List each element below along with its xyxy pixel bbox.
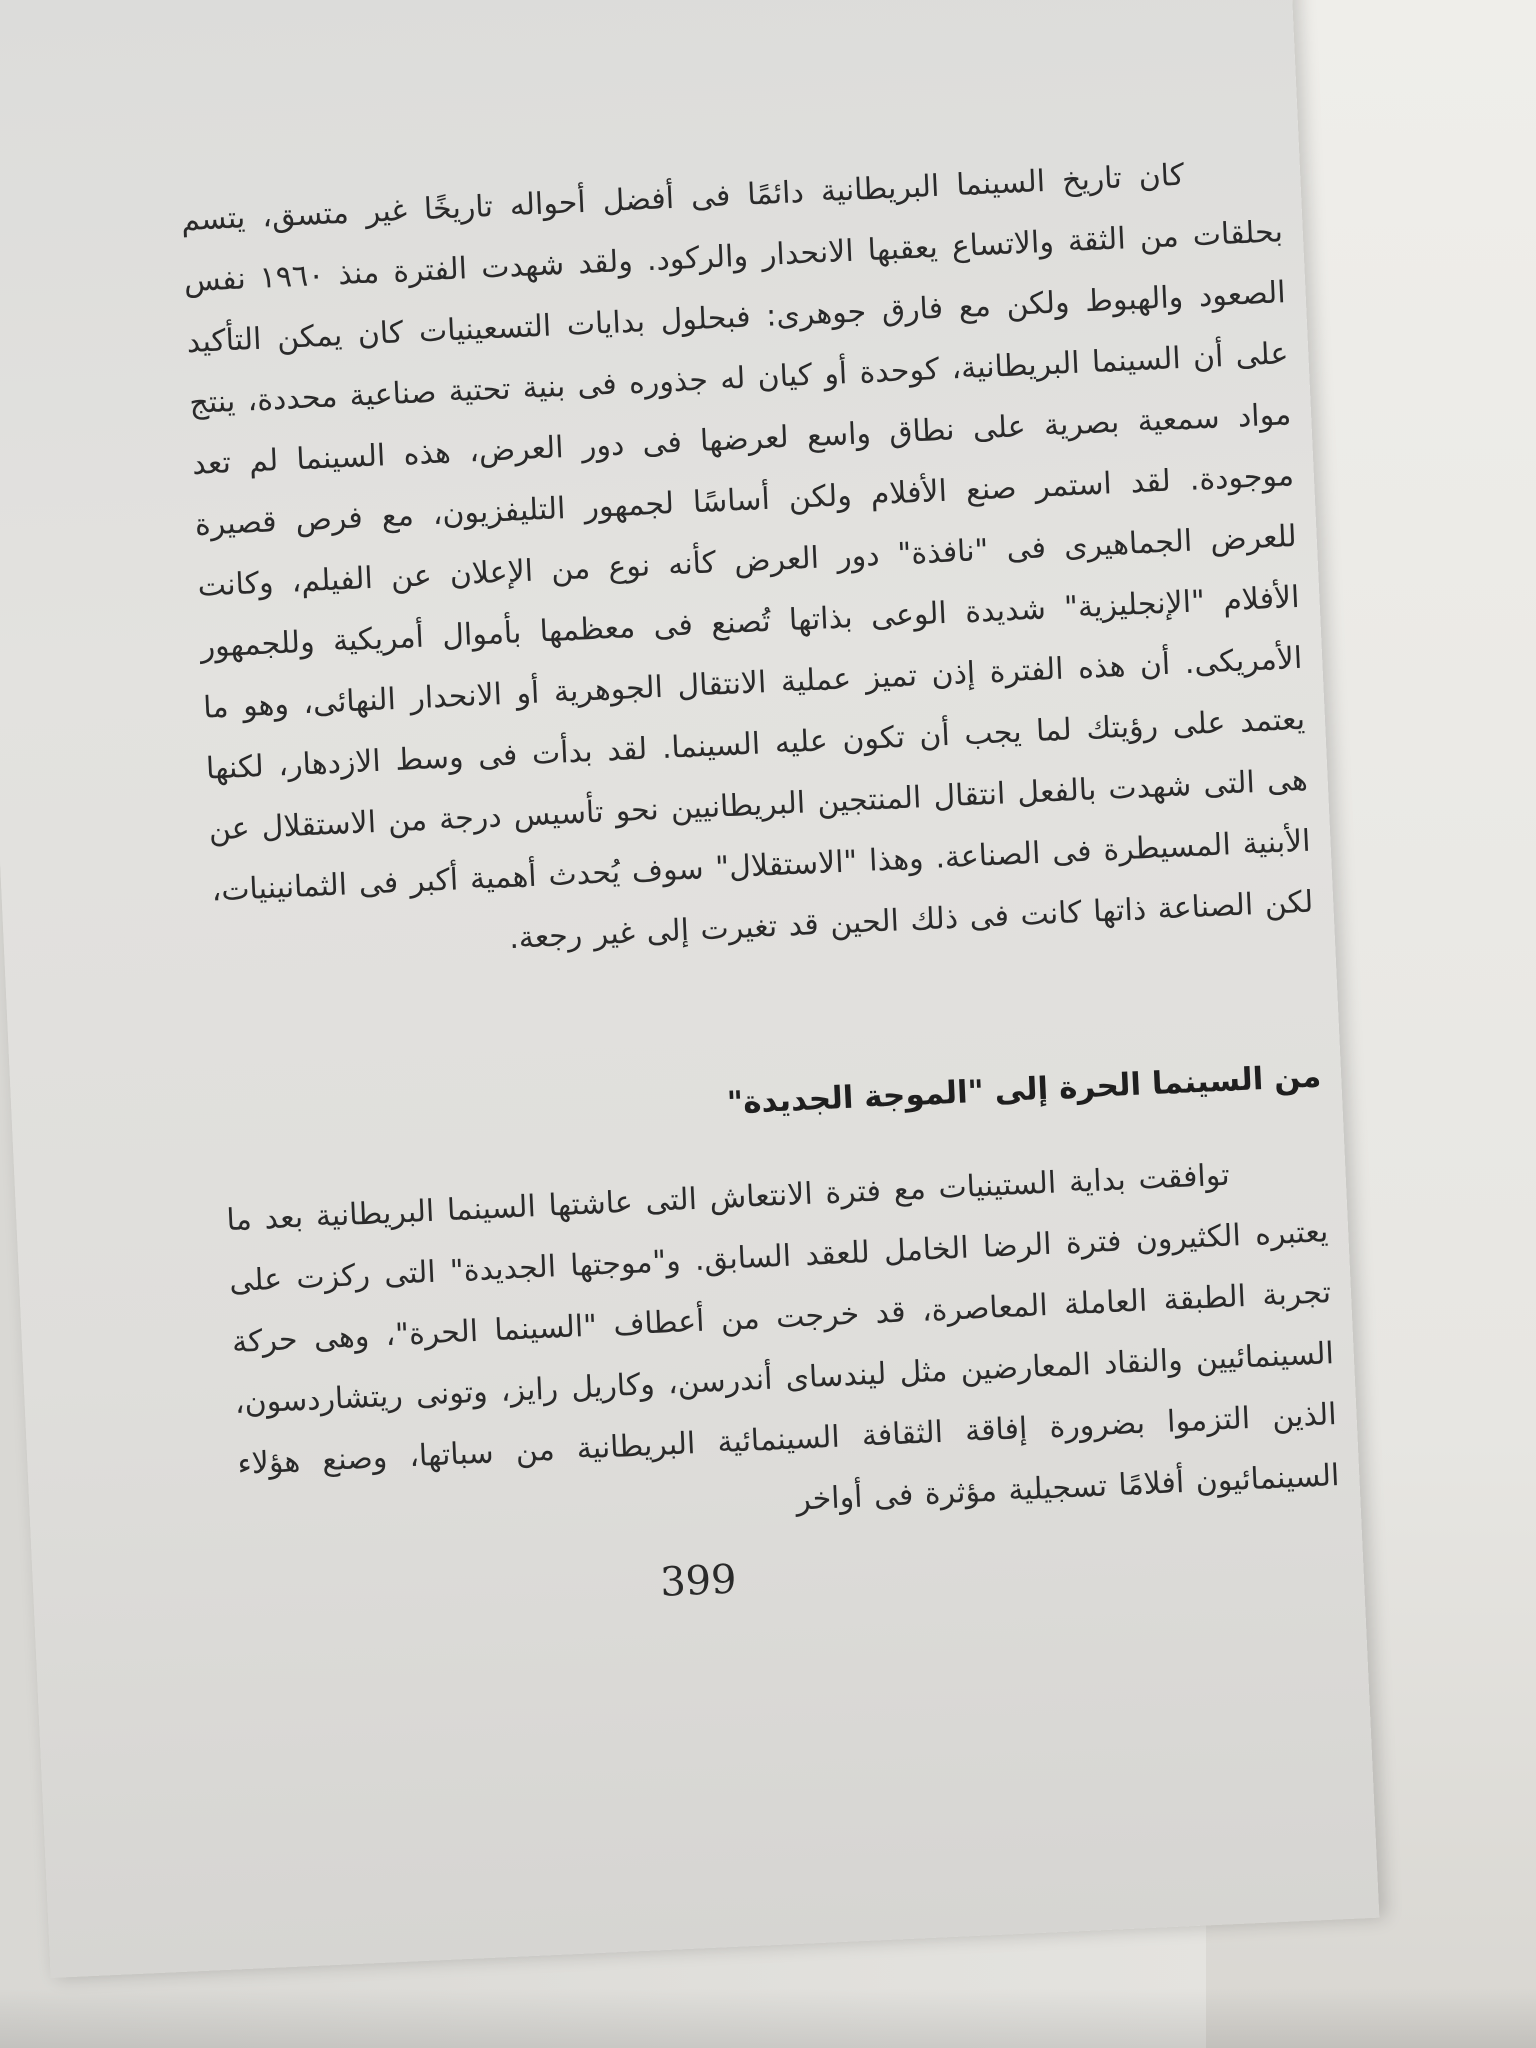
paragraph-1: كان تاريخ السينما البريطانية دائمًا فى أفضل أحواله تاريخًا غير متسق، يتسم بحلقات من الثقة والاتساع يعقبها الانحدار والركود. ولقد شهدت الفترة منذ ١٩٦٠ نفس الصعود والهبوط ولكن مع فارق جوهرى: فبحلول بدايات التسعينيات كان يمكن التأكيد على أن السينما البريطانية، كوحدة أو كيان له جذوره فى بنية تحتية صناعية محددة، ينتج مواد سمعية بصرية على نطاق واسع لعرضها فى دور العرض، هذه السينما لم تعد موجودة. لقد استمر صنع الأفلام ولكن أساسًا لجمهور التليفزيون، مع فرص قصيرة للعرض الجماهيرى فى "نافذة" دور العرض كأنه نوع من الإعلان عن الفيلم، وكانت الأفلام "الإنجليزية" شديدة الوعى بذاتها تُصنع فى معظمها بأموال أمريكية وللجمهور الأمريكى. أن هذه الفترة إذن تميز عملية الانتقال الجوهرية أو الانحدار النهائى، وهو ما يعتمد على رؤيتك لما يجب أن تكون عليه السينما. لقد بدأت فى وسط الازدهار، لكنها هى التى شهدت بالفعل انتقال المنتجين البريطانيين نحو تأسيس درجة من الاستقلال عن الأبنية المسيطرة فى الصناعة. وهذا "الاستقلال" سوف يُحدث أهمية أكبر فى الثمانينيات، لكن الصناعة ذاتها كانت فى ذلك الحين قد تغيرت إلى غير رجعة.	[180, 157, 1315, 957]
bottom-shadow	[0, 1988, 1536, 2048]
section-heading: من السينما الحرة إلى "الموجة الجديدة"	[726, 1058, 1322, 1122]
page-text-block	[180, 140, 1341, 1555]
page-number: 399	[659, 1556, 738, 1606]
paragraph-2: توافقت بداية الستينيات مع فترة الانتعاش التى عاشتها السينما البريطانية بعد ما يعتبره الكثيرون فترة الرضا الخامل للعقد السابق. و"موجتها الجديدة" التى ركزت على تجربة الطبقة العاملة المعاصرة، قد خرجت من أعطاف "السينما الحرة"، وهى حركة السينمائيين والنقاد المعارضين مثل ليندساى أندرسن، وكاريل رايز، وتونى ريتشاردسون، الذين التزموا بضرورة إفاقة الثقافة السينمائية البريطانية من سباتها، وصنع هؤلاء السينمائيون أفلامًا تسجيلية مؤثرة فى أواخر	[225, 1157, 1341, 1518]
